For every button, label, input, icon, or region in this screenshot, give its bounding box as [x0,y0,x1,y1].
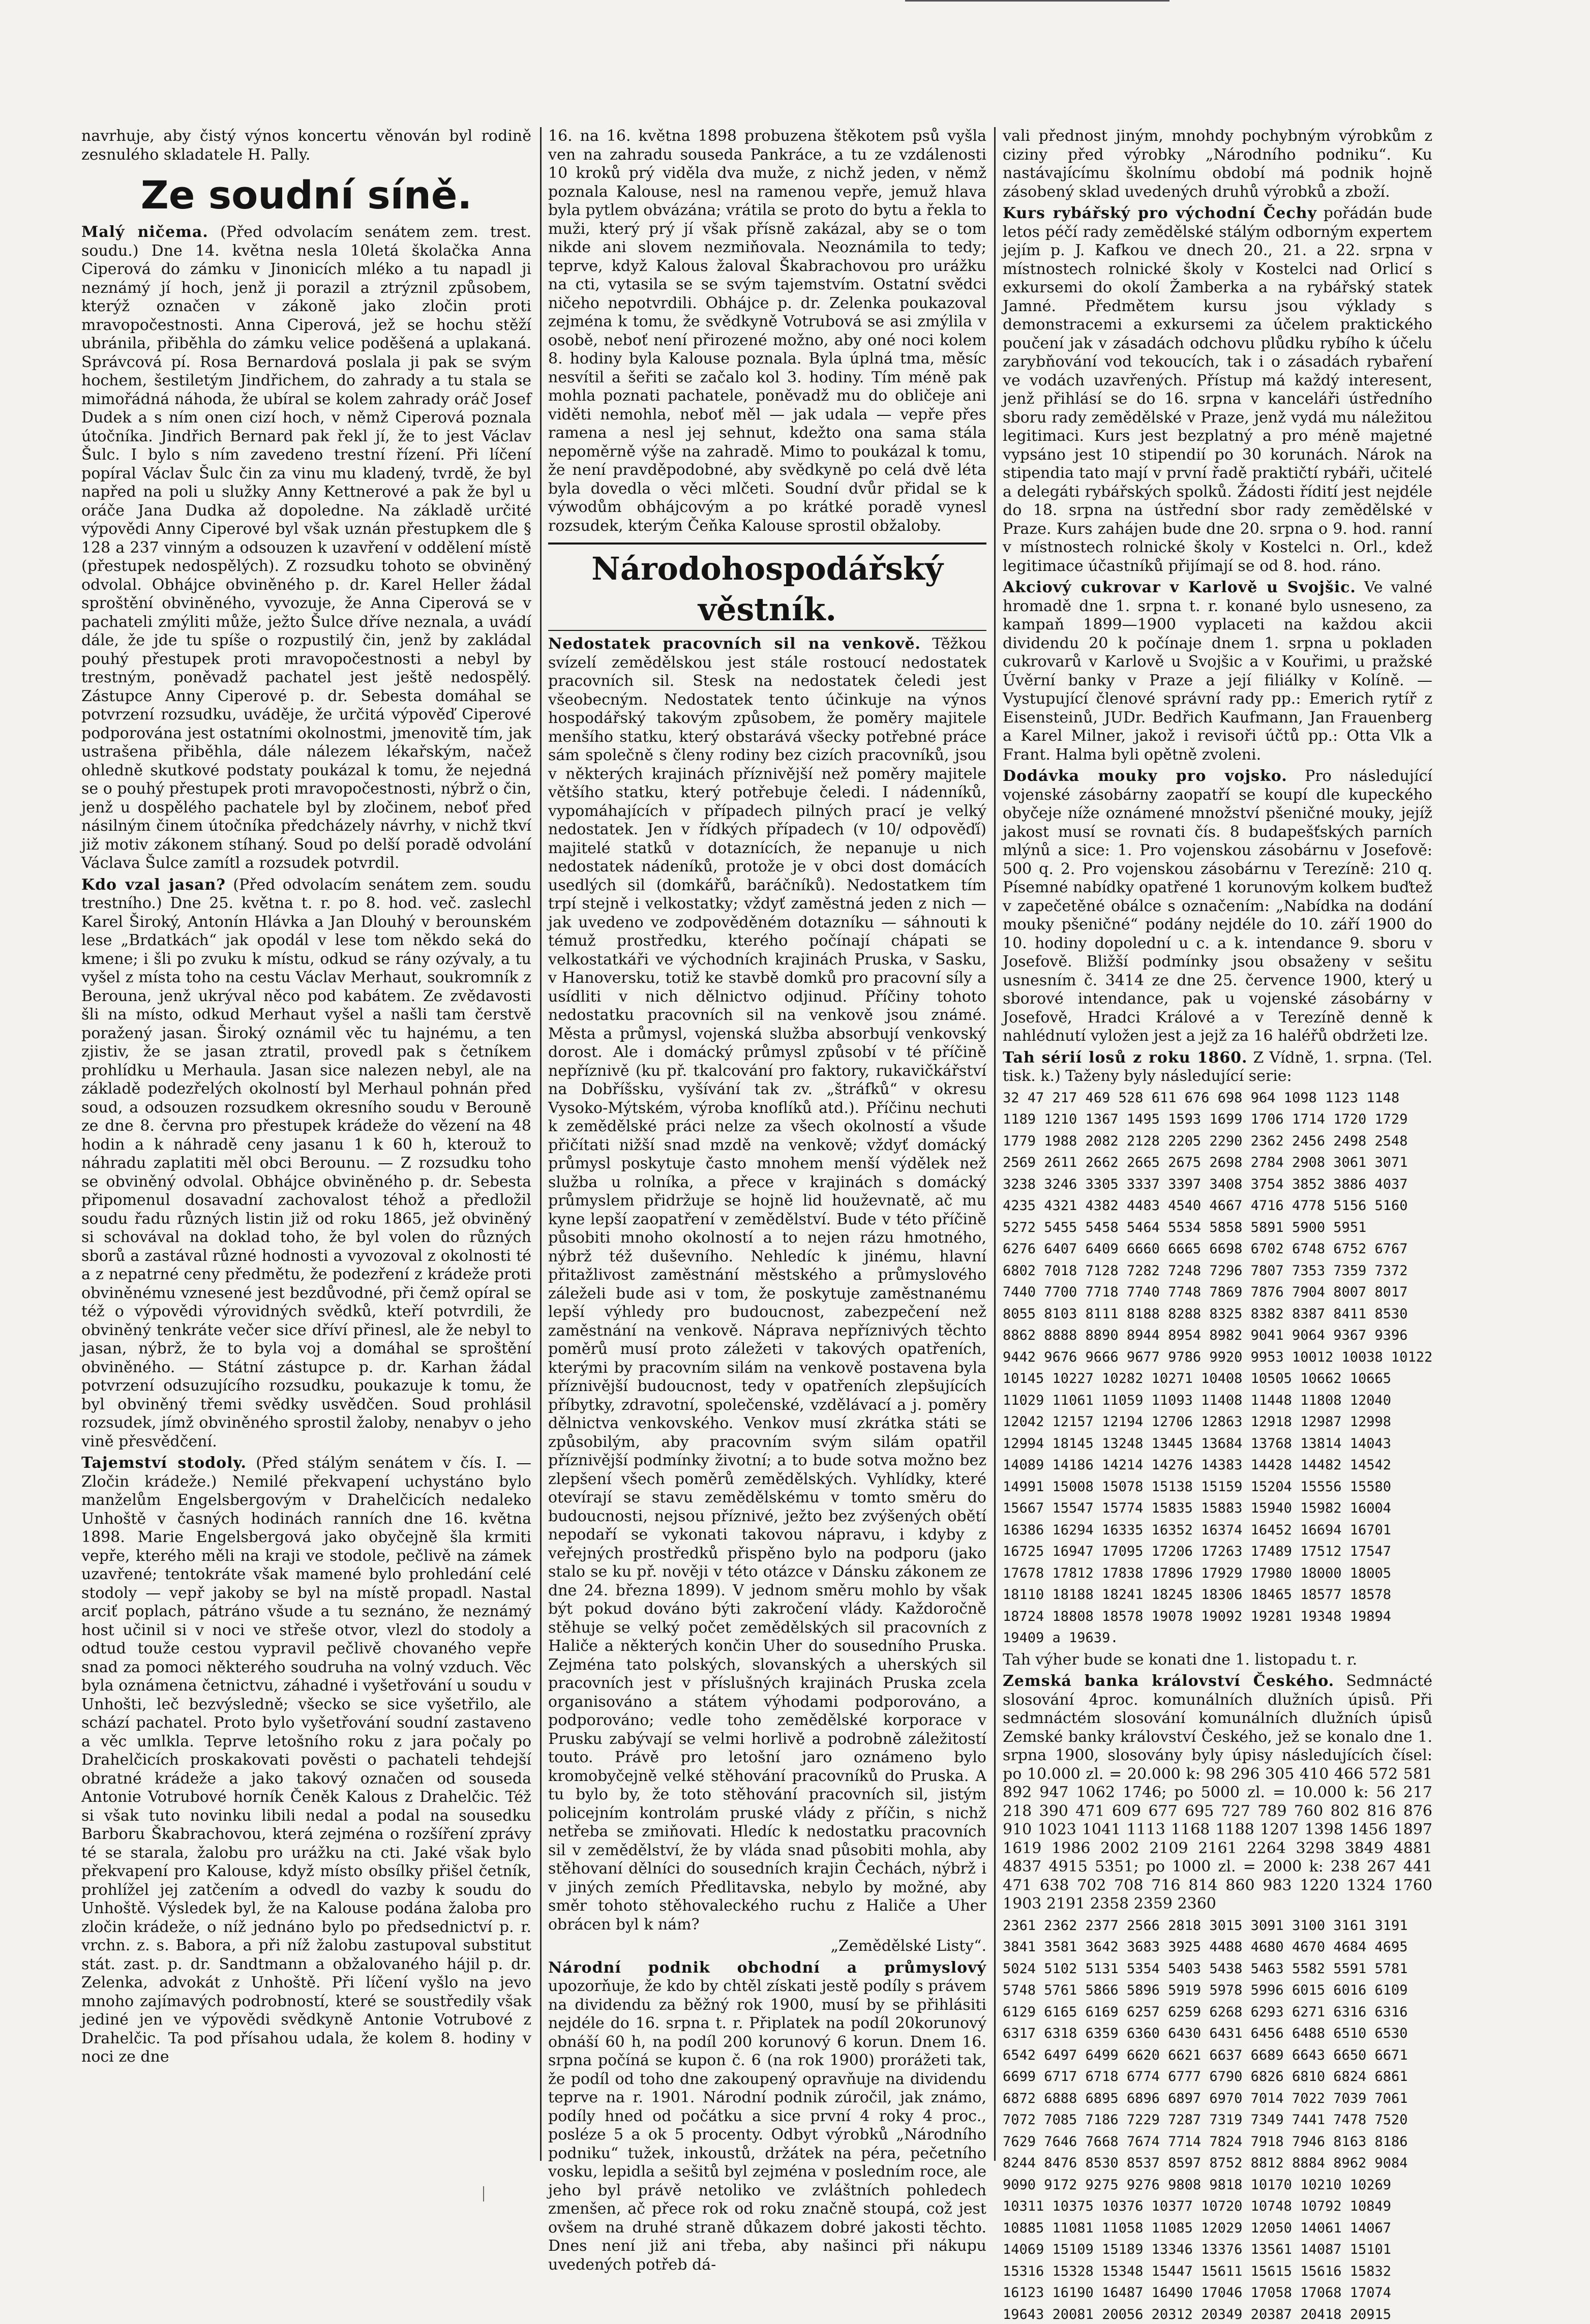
article-heading: Kurs rybářský pro východní Čechy [1003,204,1317,222]
column-3-intro: vali přednost jiným, mnohdy pochybným výrobkům z ciziny před výrobky „Národního podniku“. Ku nastávajícímu školnímu období má podnik hojně zásobený sklad uvedených druhů výrobků a zboží. [1003,127,1432,201]
number-row: 7629 7646 7668 7674 7714 7824 7918 7946 8163 8186 [1003,2133,1432,2152]
number-row: 9442 9676 9666 9677 9786 9920 9953 10012 10038 10122 [1003,1348,1432,1367]
number-row: 10885 11081 11058 11085 12029 12050 14061 14067 [1003,2219,1432,2238]
article-tah-serii [1003,1049,1432,1086]
number-row: 19643 20081 20056 20312 20349 20387 20418 20915 [1003,2306,1432,2324]
column-1 [81,127,531,2161]
top-edge-mark [905,0,1169,2]
article-body: Ve valné hromadě dne 1. srpna t. r. konané bylo usneseno, za kampaň 1899—1900 vyplaceti na každou akcii dividendu 20 k počínaje dnem 1. srpna u pokladen cukrovarů v Karlově u Svojšic a v Kouřimi, u pražské Úvěrní banky v Praze a její filiálky v Kolíně. — Vystupující členové správní rady pp.: Emerich rytíř z Eisensteinů, JUDr. Bedřich Kaufmann, Jan Frauenberg a Karel Milner, jakož i revisoři účtů pp.: Otta Vlk a Frant. Halma byli opětně zvoleni. [1003,579,1432,764]
article-heading: Akciový cukrovar v Karlově u Svojšic. [1003,579,1356,596]
number-row: 14991 15008 15078 15138 15159 15204 15556 15580 [1003,1478,1432,1497]
number-row: 6317 6318 6359 6360 6430 6431 6456 6488 6510 6530 [1003,2025,1432,2043]
article-kdo-vzal-jasan [81,876,531,1452]
number-row: 11029 11061 11059 11093 11408 11448 11808 12040 [1003,1392,1432,1410]
section-title-economy: Národohospodářský věstník. [548,549,986,630]
number-row: 16725 16947 17095 17206 17263 17489 17512 17547 [1003,1543,1432,1561]
number-row: 19409 a 19639. [1003,1629,1432,1648]
bottom-edge-mark [483,2186,484,2201]
number-row: 5024 5102 5131 5354 5403 5438 5463 5582 5591 5781 [1003,1960,1432,1979]
lottery-draw-note: Tah výher bude se konati dne 1. listopadu t. r. [1003,1651,1432,1670]
article-nedostatek-sil [548,635,986,1934]
number-row: 18110 18188 18241 18245 18306 18465 18577 18578 [1003,1586,1432,1605]
number-row: 12994 18145 13248 13445 13684 13768 13814 14043 [1003,1435,1432,1454]
number-row: 8862 8888 8890 8944 8954 8982 9041 9064 9367 9396 [1003,1326,1432,1345]
number-row: 6699 6717 6718 6774 6777 6790 6826 6810 6824 6861 [1003,2068,1432,2087]
number-row: 4235 4321 4382 4483 4540 4667 4716 4778 5156 5160 [1003,1197,1432,1216]
number-row: 6802 7018 7128 7282 7248 7296 7807 7353 7359 7372 [1003,1262,1432,1281]
number-row: 2569 2611 2662 2665 2675 2698 2784 2908 3061 3071 [1003,1154,1432,1172]
number-row: 1779 1988 2082 2128 2205 2290 2362 2456 2498 2548 [1003,1132,1432,1151]
article-body: Z Vídně, 1. srpna. (Tel. tisk. k.) Taženy byly následující serie: [1003,1049,1432,1085]
article-source: „Zemědělské Listy“. [548,1937,986,1956]
number-row: 12042 12157 12194 12706 12863 12918 12987 12998 [1003,1413,1432,1432]
number-row: 17678 17812 17838 17896 17929 17980 18000 18005 [1003,1564,1432,1583]
number-row: 6542 6497 6499 6620 6621 6637 6689 6643 6650 6671 [1003,2046,1432,2065]
number-row: 15667 15547 15774 15835 15883 15940 15982 16004 [1003,1499,1432,1518]
number-row: 7072 7085 7186 7229 7287 7319 7349 7441 7478 7520 [1003,2111,1432,2130]
number-row: 32 47 217 469 528 611 676 698 964 1098 1123 1148 [1003,1089,1432,1108]
section-title-court: Ze soudní síně. [81,172,531,218]
article-maly-nicema [81,223,531,873]
article-zemska-banka [1003,1672,1432,1914]
number-row: 14069 15109 15189 13346 13376 13561 14087 15101 [1003,2241,1432,2259]
number-row: 5272 5455 5458 5464 5534 5858 5891 5900 5951 [1003,1219,1432,1238]
article-heading: Malý ničema. [81,223,208,241]
article-dodavka-mouky [1003,767,1432,1046]
column-3 [1003,127,1432,2161]
number-row: 8055 8103 8111 8188 8288 8325 8382 8387 8411 8530 [1003,1305,1432,1324]
number-row: 1189 1210 1367 1495 1593 1699 1706 1714 1720 1729 [1003,1110,1432,1129]
article-body: (Před stálým senátem v čís. I. — Zločin krádeže.) Nemilé překvapení uchystáno bylo manželům Engelsbergovým v Drahelčicích nedaleko Unhoště v časných hodinách ranních dne 16. května 1898. Marie Engelsbergová jako obyčejně šla krmiti vepře, kterého měli na kraji ve stodole, pečlivě na zámek uzavřené; tentokráte však mamené bylo prohledání celé stodoly — vepř jakoby se byl na místě propadl. Nastal arciť poplach, pátráno všude a tu seznáno, že neznámý host učinil si v noci ve střeše otvor, vlezl do stodoly a odtud touže cestou vypravil pečlivě chovaného vepře snad za pomoci některého soudruha na volný vzduch. Věc byla oznámena četnictvu, záhadné i vyšetřování u soudu v Unhošti, leč bezvýsledně; všecko se sice vyšetřilo, ale schází pachatel. Proto bylo vyšetřování soudní zastaveno a věc umlkla. Teprve letošního roku z jara počaly po Drahelčicích proskakovati pověsti o pachateli tehdejší obratné krádeže a jako takový označen od souseda Antonie Votrubové horník Čeněk Kalous z Drahelčic. Též si však tuto novinku libili nedal a podal na sousedku Barboru Škabrachovou, která zejména o rozšíření zprávy té se starala, žalobu pro urážku na cti. Jaké však bylo překvapení pro Kalouse, když místo obsílky přišel četník, prohlížel jej zatčením a odvedl do vazby k soudu do Unhoště. Výsledek byl, že na Kalouse podána žaloba pro zločin krádeže, o níž jednáno bylo po předsednictví p. r. vrchn. z. s. Babora, a při níž žalobu zastupoval substitut stát. zast. p. dr. Sandtmann a obžalovaného hájil p. dr. Zelenka, advokát z Unhoště. Při líčení vyšlo na jevo mnoho zajímavých podrobností, které se soustředily však jediné jen ve výpovědi svědkyně Antonie Votrubové z Drahelčic. Ta pod přísahou udala, že kolem 8. hodiny v noci ze dne [81,1454,531,2066]
article-body: upozorňuje, že kdo by chtěl získati jestě podíly s právem na dividendu za běžný rok 1900, musí by se přihlásiti nejdéle do 16. srpna t. r. Připlatek na podíl 20korunový obnáší 60 h, na podíl 200 korunový 6 korun. Dnem 16. srpna počíná se kupon č. 6 (na rok 1900) prorážeti tak, že podíl od toho dne zakoupený opravňuje na dividendu teprve na r. 1901. Národní podnik zúročil, jak známo, podíly hned od počátku a sice první 4 roky 4 proc., posléze 5 a ok 5 procenty. Odbyt výrobků „Národního podniku“ tužek, inkoustů, držátek na péra, pečetního vosku, lepidla a sešitů byl zejména v posledním roce, ale jeho byl právě netoliko ve zvláštních pohledech zmenšen, ač přece rok od roku značně stoupá, což jest ovšem na druhé straně důkazem dobré jakosti těchto. Dnes není již ani třeba, aby našinci při nákupu uvedených potřeb dá- [548,1977,986,2274]
number-row: 7440 7700 7718 7740 7748 7869 7876 7904 8007 8017 [1003,1283,1432,1302]
column-rule-left [540,127,542,2161]
article-heading: Tah sérií losů z roku 1860. [1003,1049,1247,1067]
article-body: (Před odvolacím senátem zem. trest. soudu.) Dne 14. května nesla 10letá školačka Anna Ciperová do zámku v Jinonicích mléko a tu napadl ji neznámý jí hoch, jenž ji porazil a ztrýznil způsobem, kterýž označen v zákoně jako zločin proti mravopočestnosti. Anna Ciperová, jež se hochu stěží ubránila, přiběhla do zámku velice poděšená a uplakaná. Správcová pí. Rosa Bernardová poslala ji pak se svým hochem, šestiletým Jindřichem, do zahrady a tu stala se mimořádná náhoda, že ubíral se kolem zahrady oráč Josef Dudek a s ním onen cizí hoch, v němž Ciperová poznala útočníka. Jindřich Bernard pak řekl jí, že to jest Václav Šulc. I bylo s ním zavedeno trestní řízení. Při líčení popíral Václav Šulc čin za vinu mu kladený, tvrdě, že byl napřed na poli u služky Anny Kettnerové a pak že byl u oráče Jana Dudka až dopoledne. Na základě určité výpovědi Anny Ciperové byl však uznán přestupkem dle § 128 a 237 vinným a odsouzen k uzavření v oddělení místě (přestupek nedospělých). Z rozsudku tohoto se obviněný odvolal. Obhájce obviněného p. dr. Karel Heller žádal sproštění obviněného, vyvozuje, že Anna Ciperová se v pachateli zmýliti může, ježto Šulce dříve neznala, a uvádí dále, že jde tu spíše o rozpustilý čin, jenž by zakládal pouhý přestupek proti mravopočestnosti a nebyl by trestným, poněvadž pachatel jest ještě nedospělý. Zástupce Anny Ciperové p. dr. Sebesta domáhal se potvrzení rozsudku, uváděje, že určitá výpověď Ciperové podporována jest ostatními okolnostmi, jmenovitě tím, jak ustrašena přiběhla, dále nálezem lékařským, načež ohledně skutkové podstaty poukázal k tomu, že nejedná se o pouhý přestupek proti mravopočestnosti, nýbrž o čin, jenž u dospělého pachatele byl by zločinem, neboť před násilným činem útočníka předcházely návrhy, v nichž tkví již motiv zákonem stíhaný. Soud po delší poradě odvolání Václava Šulce zamítl a rozsudek potvrdil. [81,223,531,872]
number-row: 3238 3246 3305 3337 3397 3408 3754 3852 3886 4037 [1003,1175,1432,1194]
number-row: 16123 16190 16487 16490 17046 17058 17068 17074 [1003,2284,1432,2303]
column-rule-right [994,127,996,2161]
article-continuation: 16. na 16. května 1898 probuzena štěkotem psů vyšla ven na zahradu souseda Pankráce, a tu ze vzdálenosti 10 kroků prý viděla dva muže, z nichž jeden, v němž poznala Kalouse, nesl na ramenou vepře, jemuž hlava byla pytlem obvázána; vrátila se proto do bytu a řekla to muži, který prý jí však přísně zakázal, aby se o tom nikde ani slovem nezmiňovala. Neoznámila to tedy; teprve, když Kalous žaloval Škabrachovou pro urážku na cti, vytasila se se svým tajemstvím. Ostatní svědci ničeho nepotvrdili. Obhájce p. dr. Zelenka poukazoval zejména k tomu, že svědkyně Votrubová se asi zmýlila v osobě, neboť není přirozené možno, aby oné noci kolem 8. hodiny byla Kalouse poznala. Byla úplná tma, měsíc nesvítil a šeřiti se začalo kol 3. hodiny. Tím méně pak mohla poznati pachatele, poněvadž mu do obličeje ani viděti nemohla, neboť měl — jak udala — vepře přes ramena a nesl jej sehnut, kdežto ona sama stála nepoměrně výše na zahradě. Mimo to poukázal k tomu, že není pravděpodobné, aby svědkyně po celá dvě léta byla dovedla o věci mlčeti. Soudní dvůr přidal se k výwodům obhájcovým a po krátké poradě vynesl rozsudek, kterým Čeňka Kalouse sprostil obžaloby. [548,127,986,535]
number-row: 6129 6165 6169 6257 6259 6268 6293 6271 6316 6316 [1003,2003,1432,2022]
number-row: 9090 9172 9275 9276 9808 9818 10170 10210 10269 [1003,2176,1432,2195]
article-tajemstvi-stodoly [81,1454,531,2067]
article-heading: Tajemství stodoly. [81,1454,247,1472]
lottery-number-list [1003,1089,1432,1648]
article-narodni-podnik [548,1959,986,2275]
number-row: 10311 10375 10376 10377 10720 10748 10792 10849 [1003,2197,1432,2216]
article-heading: Dodávka mouky pro vojsko. [1003,767,1287,785]
number-row: 6276 6407 6409 6660 6665 6698 6702 6748 6752 6767 [1003,1240,1432,1259]
article-heading: Kdo vzal jasan? [81,876,226,894]
number-row: 14089 14186 14214 14276 14383 14428 14482 14542 [1003,1456,1432,1475]
article-body: pořádán bude letos péčí rady zemědělské stálým odborným expertem jejím p. J. Kafkou ve dnech 20., 21. a 22. srpna v místnostech rolnické školy v Kostelci nad Orlicí s exkursemi do okolí Žamberka a na rybářský statek Jamné. Předmětem kursu jsou výklady s demonstracemi a exkursemi za účelem praktického poučení jak v zásadách odchovu plůdku rybího k účelu zarybňování vod tekoucích, tak i o zásadách rybaření ve vodách uzavřených. Přístup má každý interesent, jenž přihlásí se do 16. srpna v kanceláři ústředního sboru rady zemědělské v Praze, jenž vydá mu náležitou legitimaci. Kurs jest bezplatný a pro méně majetné vypsáno jest 10 stipendií po 30 korunách. Nárok na stipendia tato mají v první řadě praktičtí rybáři, učitelé a delegáti rybářských spolků. Žádosti řídití jest nejdéle do 18. srpna na ústřední sbor rady zemědělské v Praze. Kurs zahájen bude dne 20. srpna o 9. hod. ranní v místnostech rolnické školy v Kostelci n. Orl., kdež legitimace účastníků přijímají se od 8. hod. ráno. [1003,204,1432,575]
number-row: 6872 6888 6895 6896 6897 6970 7014 7022 7039 7061 [1003,2090,1432,2108]
number-row: 3841 3581 3642 3683 3925 4488 4680 4670 4684 4695 [1003,1938,1432,1957]
number-row: 2361 2362 2377 2566 2818 3015 3091 3100 3161 3191 [1003,1917,1432,1936]
number-row: 10145 10227 10282 10271 10408 10505 10662 10665 [1003,1370,1432,1389]
column-1-intro: navrhuje, aby čistý výnos koncertu věnován byl rodině zesnulého skladatele H. Pally. [81,127,531,164]
article-body: Pro následující vojenské zásobárny zaopatří se koupí dle kupeckého obyčeje níže oznámené množství pšeničné mouky, jejíž jakost musí se rovnati čís. 8 budapešťských parních mlýnů a sice: 1. Pro vojenskou zásobárnu v Josefově: 500 q. 2. Pro vojenskou zásobárnu v Terezíně: 210 q. Písemné nabídky opatřené 1 korunovým kolkem buďtež v zapečetěné obálce s označením: „Nabídka na dodání mouky pšeničné“ podány nejdéle do 10. září 1900 do 10. hodiny dopolední u c. a k. intendance 9. sboru v Josefově. Bližší podmínky jsou obsaženy v sešitu usnesním č. 3414 ze dne 25. července 1900, který u sborové intendance, pak u vojenské zásobárny v Josefově, Hradci Králové a v Terezíně denně k nahlédnutí vyložen jest a jejž za 16 haléřů obdržeti lze. [1003,767,1432,1045]
article-heading: Zemská banka království Českého. [1003,1672,1334,1690]
article-cukrovar [1003,579,1432,764]
bond-number-list [1003,1917,1432,2324]
article-body: Sedmnácté slosování 4proc. komunálních dlužních úpisů. Při sedmnáctém slosování komunálních dlužních úpisů Zemské banky království Českého, jež se konalo dne 1. srpna 1900, slosovány byly úpisy následujících čísel: po 10.000 zl. = 20.000 k: 98 296 305 410 466 572 581 892 947 1062 1746; po 5000 zl. = 10.000 k: 56 217 218 390 471 609 677 695 727 789 760 802 816 876 910 1023 1041 1113 1168 1188 1207 1398 1456 1897 1619 1986 2002 2109 2161 2264 3298 3849 4881 4837 4915 5351; po 1000 zl. = 2000 k: 238 267 441 471 638 702 708 716 814 860 983 1220 1324 1760 1903 2191 2358 2359 2360 [1003,1672,1432,1913]
number-row: 15316 15328 15348 15447 15611 15615 15616 15832 [1003,2262,1432,2281]
article-body: (Před odvolacím senátem zem. soudu trestního.) Dne 25. května t. r. po 8. hod. več. zaslechl Karel Široký, Antonín Hlávka a Jan Dlouhý v berounském lese „Brdatkách“ jak opodál v lese tom někdo seká do kmene; i šli po zvuku k místu, odkud se rány ozývaly, a tu vyšel z místa toho na cestu Václav Merhaut, soukromník z Berouna, jenž ukrýval něco pod kabátem. Ze zvědavosti šli na místo, odkud Merhaut vyšel a našli tam čerstvě poražený jasan. Široký oznámil věc tu hajnému, a ten zjistiv, že se jasan ztratil, provedl pak s četníkem prohlídku u Merhaula. Jasan sice nalezen nebyl, ale na základě podezřelých okolností byl Merhaul pohnán před soud, a odsouzen rozsudkem okresního soudu v Berouně ze dne 8. června pro přestupek krádeže do vězení na 48 hodin a k náhradě ceny jasanu 1 k 60 h, kterouž to náhradu zaplatiti měl obci Berounu. — Z rozsudku toho se obviněný odvolal. Obhájce obviněného p. dr. Sebesta připomenul dosavadní zachovalost téhož a předložil soudu řadu různých listin již od roku 1865, jež obviněný si schovával na doklad toho, že byl volen do různých sborů a zastával různé hodnosti a vyvozoval z okolnosti té a z nepatrné ceny předmětu, že podezření z krádeže proti obviněnému vznesené jest bezdůvodné, při čemž opíral se též o výpovědi výrovidných svědků, kteří potvrdili, že obviněný tenkráte večer sice dříví přinesl, ale že nebyl to jasan, nýbrž, že to byla voj a domáhal se sproštění obviněného. — Státní zástupce p. dr. Karhan žádal potvrzení odsuzujícího rozsudku, poukazuje k tomu, že byl obviněný třemi svědky usvědčen. Soud prohlásil rozsudek, jímž obviněného sprostil žaloby, nenabyv o jeho vině přesvědčení. [81,876,531,1451]
section-header-economy [548,542,986,631]
number-row: 16386 16294 16335 16352 16374 16452 16694 16701 [1003,1521,1432,1540]
number-row: 18724 18808 18578 19078 19092 19281 19348 19894 [1003,1608,1432,1626]
article-body: Těžkou svízelí zemědělskou jest stále rostoucí nedostatek pracovních sil. Stesk na nedostatek čeledi jest všeobecným. Nedostatek tento účinkuje na výnos hospodářský takovým způsobem, že poměry majitele menšího statku, který obstarává všecky potřebné práce sám společně s členy rodiny bez cizích pracovníků, jsou v některých krajinách příznivější než poměry majitele většího statku, který potřebuje čeledi. I nádenníků, vypomáhajících v případech pilných prací je velký nedostatek. Jen v řídkých případech (v 10/ odpověďí) majitelé statků v dotaznících, že nepanuje u nich nedostatek nádeníků, protože je v obci dost domácích usedlých sil (domkářů, baráčníků). Nedostatkem tím trpí stejně i velkostatky; vždyť zaměstná jeden z nich — jak uvedeno ve zodpověděném dotazníku — sáhnouti k témuž prostředku, kterého počínají chápati se velkostatkáři ve východních krajinách Pruska, v Sasku, v Hanoversku, totiž ke stavbě domků pro pracovní síly a usídliti v nich dělnictvo odjinud. Příčiny tohoto nedostatku pracovních sil na venkově jsou známé. Města a průmysl, vojenská služba absorbují venkovský dorost. Ale i domácký průmysl způsobí v té příčině nepříznivě (ku př. tkalcování pro faktory, rukavičkářství na Dobříšsku, vyšívání tak zv. „štráfků“ v okresu Vysoko-Mýtském, výroba knoflíků atd.). Příčinu nechuti k zemědělské práci nelze za všech okolností a všude přičítati nižší snad mzdě na venkově; vždyť domácký průmysl poskytuje často mnohem menší výdělek než služba u rolníka, a přece v krajinách s domácký průmyslem přidržuje se hojně lid houževnatě, ač mu kyne lepší zaopatření v zemědělství. Bude v této příčině působiti mnoho okolností a to nejen rázu hmotného, nýbrž též duševního. Nehledíc k jinému, hlavní přitažlivost zaměstnání městského a průmyslového záleželi bude asi v tom, že poskytuje zaměstnanému lepší výhledy pro budoucnost, zabezpečení než zaměstnání na venkově. Náprava nepříznivých těchto poměrů musí proto záležeti v takových opatřeních, kterými by pracovním silám na venkově postavena byla příznivější budoucnost, tedy v opatřeních zlepšujících příbytky, zdravotní, společenské, vzdělávací a j. poměry dělnictva venkovského. Venkov musí zkrátka státi se způsobilým, aby pracovním svým silám opatřil příznivější podmínky životní; a to bude sotva možno bez zlepšení všech poměrů zemědělských. Vyhlídky, které otevírají se stavu zemědělskému v tomto směru do budoucnosti, nejsou příznivé, ježto bez zvýšených obětí nepodaří se vykonati takovou nápravu, i kdyby z veřejných prostředků přispěno bylo na podporu (jako stalo se ku př. nověji v této otázce v Dánsku zákonem ze dne 24. března 1899). V jednom směru mohlo by však být pokud dováno býti zakročení vlády. Každoročně stěhuje se velký počet zemědělských sil pracovních z Haliče a některých končin Uher do sousedního Pruska. Zejména tato polských, slovanských a uherských sil pracovních jest v příslušných krajinách Pruska zcela organisováno a státem výhodami podporováno, a podporováno; vedle toho zemědělské korporace v Prusku zabývají se velmi horlivě a podrobně záležitostí touto. Právě pro letošní jaro oznámeno bylo kromobyčejně velké stěhování pracovníků do Pruska. A tu bylo by, že toto stěhování pracovních sil, jistým policejním kontrolám pruské vlády z příčin, s nichž netřeba se zmiňovati. Hledíc k nedostatku pracovních sil v zemědělství, že by vláda snad působiti mohla, aby stěhovaní dělníci do sousedních krajin Čechách, nýbrž i v jiných zemích Předlitavska, nebylo by možné, aby směr tohoto stěhovaleckého ruchu z Haliče a Uher obrácen byl k nám? [548,635,986,1934]
number-row: 8244 8476 8530 8537 8597 8752 8812 8884 8962 9084 [1003,2154,1432,2173]
column-2 [548,127,986,2161]
article-kurs-rybarsky [1003,204,1432,576]
article-heading: Národní podnik obchodní a průmyslový [548,1959,986,1977]
number-row: 5748 5761 5866 5896 5919 5978 5996 6015 6016 6109 [1003,1981,1432,2000]
article-heading: Nedostatek pracovních sil na venkově. [548,635,921,653]
